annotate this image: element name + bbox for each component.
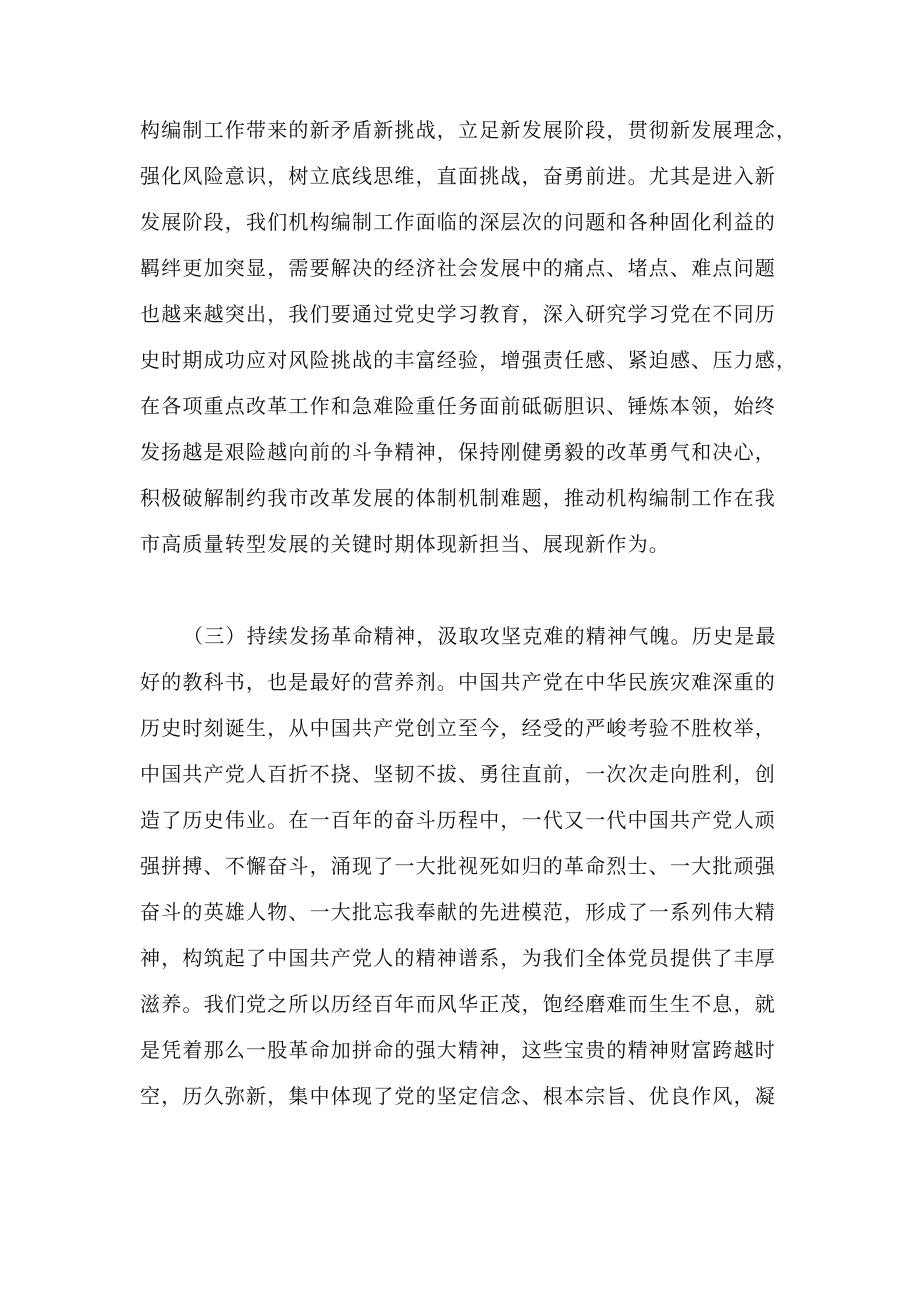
text-line: 积极破解制约我市改革发展的体制机制难题，推动机构编制工作在我 [140,486,776,510]
text-line: 发展阶段，我们机构编制工作面临的深层次的问题和各种固化利益的 [140,210,776,234]
text-line: 在各项重点改革工作和急难险重任务面前砥砺胆识、锤炼本领，始终 [140,394,776,418]
text-line: 史时期成功应对风险挑战的丰富经验，增强责任感、紧迫感、压力感， [140,348,798,372]
text-line: 好的教科书，也是最好的营养剂。中国共产党在中华民族灾难深重的 [140,670,776,694]
text-line: 历史时刻诞生，从中国共产党创立至今，经受的严峻考验不胜枚举， [140,716,776,740]
text-line: 构编制工作带来的新矛盾新挑战，立足新发展阶段，贯彻新发展理念， [140,118,798,142]
text-line: 市高质量转型发展的关键时期体现新担当、展现新作为。 [140,532,670,556]
text-line: 强拼搏、不懈奋斗，涌现了一大批视死如归的革命烈士、一大批顽强 [140,854,776,878]
text-line: 羁绊更加突显，需要解决的经济社会发展中的痛点、堵点、难点问题 [140,256,776,280]
text-line: 造了历史伟业。在一百年的奋斗历程中，一代又一代中国共产党人顽 [140,808,776,832]
text-line: 空，历久弥新，集中体现了党的坚定信念、根本宗旨、优良作风，凝 [140,1084,776,1108]
text-line: 是凭着那么一股革命加拼命的强大精神，这些宝贵的精神财富跨越时 [140,1038,776,1062]
text-line: 发扬越是艰险越向前的斗争精神，保持刚健勇毅的改革勇气和决心， [140,440,776,464]
section-heading-line: （三）持续发扬革命精神，汲取攻坚克难的精神气魄。历史是最 [183,624,777,648]
text-line: 滋养。我们党之所以历经百年而风华正茂，饱经磨难而生生不息，就 [140,992,776,1016]
text-line: 神，构筑起了中国共产党人的精神谱系，为我们全体党员提供了丰厚 [140,946,776,970]
text-line: 中国共产党人百折不挠、坚韧不拔、勇往直前，一次次走向胜利，创 [140,762,776,786]
text-line: 强化风险意识，树立底线思维，直面挑战，奋勇前进。尤其是进入新 [140,164,776,188]
text-line: 奋斗的英雄人物、一大批忘我奉献的先进模范，形成了一系列伟大精 [140,900,776,924]
text-line: 也越来越突出，我们要通过党史学习教育，深入研究学习党在不同历 [140,302,776,326]
